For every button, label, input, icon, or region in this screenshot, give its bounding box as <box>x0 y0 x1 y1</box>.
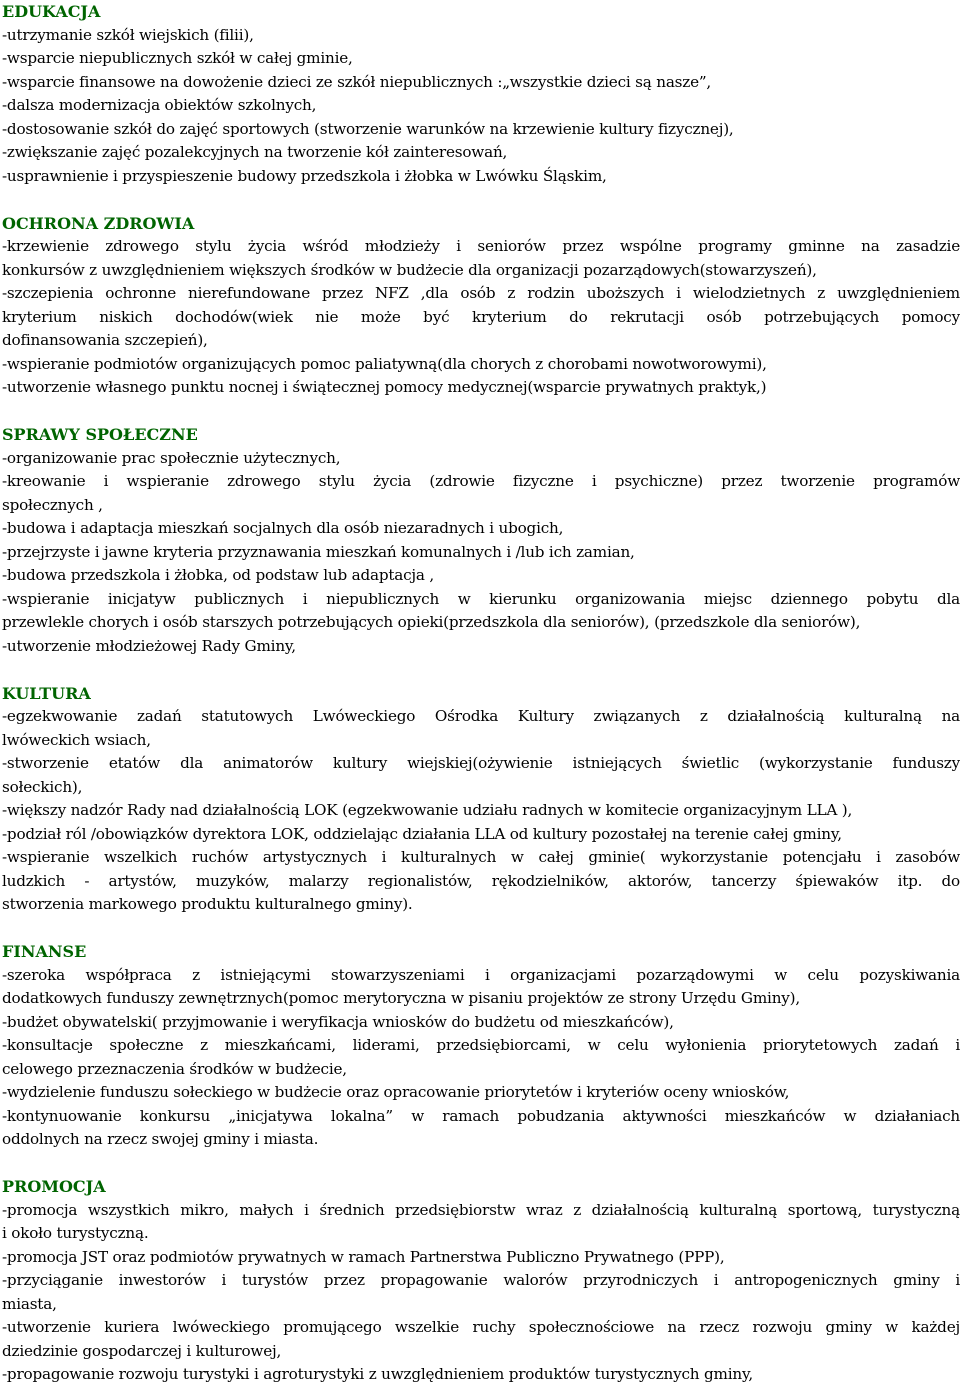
text-line: -utrzymanie szkół wiejskich (filii), <box>2 25 254 44</box>
text-line: kryterium niskich dochodów(wiek nie może być kryterium do rekrutacji osób potrzebujących pomocy <box>2 307 960 326</box>
section-heading: PROMOCJA <box>2 1177 106 1196</box>
text-line: -kreowanie i wspieranie zdrowego stylu życia (zdrowie fizyczne i psychiczne) przez tworzenie programów <box>2 472 960 490</box>
text-line: dofinansowania szczepień), <box>2 331 208 349</box>
text-line: dodatkowych funduszy zewnętrznych(pomoc merytoryczna w pisaniu projektów ze strony Urzędu Gminy), <box>2 989 801 1007</box>
section-heading: SPRAWY SPOŁECZNE <box>2 425 198 444</box>
section-heading: KULTURA <box>2 683 91 703</box>
section <box>2 0 960 188</box>
text-line: -budżet obywatelski( przyjmowanie i weryfikacja wniosków do budżetu od mieszkańców), <box>2 1012 674 1031</box>
section-spacer <box>2 658 960 682</box>
text-line: -szczepienia ochronne nierefundowane przez NFZ ,dla osób z rodzin uboższych i wielodzietnych z uwzględnieniem <box>2 284 960 302</box>
text-line: -przejrzyste i jawne kryteria przyznawania mieszkań komunalnych i /lub ich zamian, <box>2 542 635 561</box>
text-line: -egzekwowanie zadań statutowych Lwóweckiego Ośrodka Kultury związanych z działalnością kulturalną na <box>2 707 960 725</box>
section-spacer <box>2 1152 960 1176</box>
text-line: ludzkich - artystów, muzyków, malarzy regionalistów, rękodzielników, aktorów, tancerzy śpiewaków itp. do <box>2 871 960 890</box>
text-line: sołeckich), <box>2 777 83 796</box>
text-line: -dalsza modernizacja obiektów szkolnych, <box>2 96 317 114</box>
text-line: -budowa i adaptacja mieszkań socjalnych dla osób niezaradnych i ubogich, <box>2 519 564 537</box>
text-line: przewlekle chorych i osób starszych potrzebujących opieki(przedszkola dla seniorów), (przedszkole dla seniorów), <box>2 613 861 631</box>
section <box>2 423 960 658</box>
text-line: -budowa przedszkola i żłobka, od podstaw lub adaptacja , <box>2 566 435 584</box>
text-line: -wsparcie niepublicznych szkół w całej gminie, <box>2 49 353 67</box>
text-line: -dostosowanie szkół do zajęć sportowych (stworzenie warunków na krzewienie kultury fizycznej), <box>2 119 734 138</box>
text-line: -wspieranie inicjatyw publicznych i niepublicznych w kierunku organizowania miejsc dziennego pobytu dla <box>2 589 960 608</box>
text-line: -organizowanie prac społecznie użytecznych, <box>2 448 341 467</box>
section-heading: FINANSE <box>2 942 87 961</box>
text-line: oddolnych na rzecz swojej gminy i miasta. <box>2 1130 319 1148</box>
section <box>2 940 960 1152</box>
text-line: -zwiększanie zajęć pozalekcyjnych na tworzenie kół zainteresowań, <box>2 143 508 161</box>
section-spacer <box>2 917 960 941</box>
text-line: -większy nadzór Rady nad działalnością LOK (egzekwowanie udziału radnych w komitecie organizacyjnym LLA ), <box>2 801 853 819</box>
text-line: społecznych , <box>2 495 103 514</box>
text-line: -podział ról /obowiązków dyrektora LOK, oddzielając działania LLA od kultury pozostałej na terenie całej gminy, <box>2 824 842 843</box>
text-line: -przyciąganie inwestorów i turystów przez propagowanie walorów przyrodniczych i antropogenicznych gminy i <box>2 1271 960 1289</box>
text-line: -kontynuowanie konkursu „inicjatywa lokalna” w ramach pobudzania aktywności mieszkańców w działaniach <box>2 1106 960 1125</box>
section-spacer <box>2 400 960 424</box>
text-line: -usprawnienie i przyspieszenie budowy przedszkola i żłobka w Lwówku Śląskim, <box>2 166 607 185</box>
text-line: -szeroka współpraca z istniejącymi stowarzyszeniami i organizacjami pozarządowymi w celu pozyskiwania <box>2 965 960 984</box>
text-line: lwóweckich wsiach, <box>2 730 151 749</box>
text-line: celowego przeznaczenia środków w budżecie, <box>2 1059 347 1078</box>
section-heading: OCHRONA ZDROWIA <box>2 213 195 233</box>
text-line: stworzenia markowego produktu kulturalnego gminy). <box>2 895 413 913</box>
text-line: i około turystyczną. <box>2 1224 149 1242</box>
section <box>2 1175 960 1387</box>
text-line: -utworzenie własnego punktu nocnej i świątecznej pomocy medycznej(wsparcie prywatnych praktyk,) <box>2 378 767 396</box>
text-line: -krzewienie zdrowego stylu życia wśród młodzieży i seniorów przez wspólne programy gminne na zasadzie <box>2 237 960 255</box>
text-line: -utworzenie młodzieżowej Rady Gminy, <box>2 636 296 655</box>
text-line: -promocja JST oraz podmiotów prywatnych w ramach Partnerstwa Publiczno Prywatnego (PPP), <box>2 1247 725 1266</box>
section <box>2 212 960 400</box>
text-line: -wspieranie wszelkich ruchów artystycznych i kulturalnych w całej gminie( wykorzystanie potencjału i zasobów <box>2 848 960 866</box>
text-line: -utworzenie kuriera lwóweckiego promującego wszelkie ruchy społecznościowe na rzecz rozwoju gminy w każdej <box>2 1318 960 1336</box>
section-heading: EDUKACJA <box>2 2 101 21</box>
text-line: -wspieranie podmiotów organizujących pomoc paliatywną(dla chorych z chorobami nowotworowymi), <box>2 354 767 373</box>
section-spacer <box>2 188 960 212</box>
text-line: -stworzenie etatów dla animatorów kultury wiejskiej(ożywienie istniejących świetlic (wykorzystanie funduszy <box>2 754 960 772</box>
text-line: -konsultacje społeczne z mieszkańcami, liderami, przedsiębiorcami, w celu wyłonienia priorytetowych zadań i <box>2 1036 960 1054</box>
text-line: -propagowanie rozwoju turystyki i agroturystyki z uwzględnieniem produktów turystycznych gminy, <box>2 1365 753 1383</box>
text-line: konkursów z uwzględnieniem większych środków w budżecie dla organizacji pozarządowych(stowarzyszeń), <box>2 260 817 279</box>
text-line: -wsparcie finansowe na dowożenie dzieci ze szkół niepublicznych :„wszystkie dzieci są nasze”, <box>2 72 712 91</box>
text-line: miasta, <box>2 1294 57 1313</box>
section <box>2 682 960 917</box>
text-line: -wydzielenie funduszu sołeckiego w budżecie oraz opracowanie priorytetów i kryteriów oceny wniosków, <box>2 1083 790 1101</box>
text-line: dziedzinie gospodarczej i kulturowej, <box>2 1341 282 1360</box>
text-line: -promocja wszystkich mikro, małych i średnich przedsiębiorstw wraz z działalnością kulturalną sportową, turystyczną <box>2 1200 960 1219</box>
